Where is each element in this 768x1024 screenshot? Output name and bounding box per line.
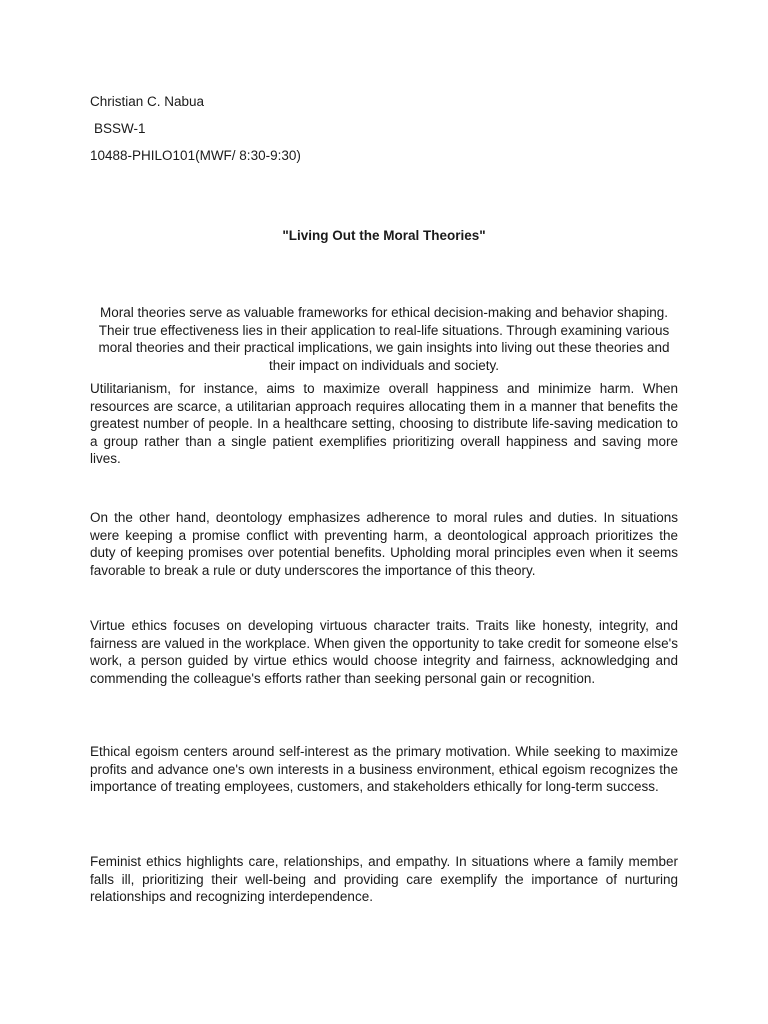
paragraph-ethical-egoism: Ethical egoism centers around self-interest as the primary motivation. While seeking to maximize profits and advance one's own interests in a business environment, ethical egoism recognizes the importance of treating employees, customers, and stakeholders ethically for long-term success. — [90, 744, 678, 795]
paragraph-virtue-ethics: Virtue ethics focuses on developing virtuous character traits. Traits like honesty, integrity, and fairness are valued in the workplace. When given the opportunity to take credit for someone else's work, a person guided by virtue ethics would choose integrity and fairness, acknowledging and commending the colleague's efforts rather than seeking personal gain or recognition. — [90, 618, 678, 686]
paragraph-introduction: Moral theories serve as valuable frameworks for ethical decision-making and behavior shaping. Their true effectiveness lies in their application to real-life situations. Through examining various moral theories and their practical implications, we gain insights into living out these theories and their impact on individuals and society. — [98, 305, 670, 373]
paragraph-deontology: On the other hand, deontology emphasizes adherence to moral rules and duties. In situations were keeping a promise conflict with preventing harm, a deontological approach prioritizes the duty of keeping promises over potential benefits. Upholding moral principles even when it seems favorable to break a rule or duty underscores the importance of this theory. — [90, 510, 678, 578]
course-code: BSSW-1 — [94, 121, 146, 136]
paragraph-utilitarianism: Utilitarianism, for instance, aims to maximize overall happiness and minimize harm. When resources are scarce, a utilitarian approach requires allocating them in a manner that benefits the greatest number of people. In a healthcare setting, choosing to distribute life-saving medication to a group rather than a single patient exemplifies prioritizing overall happiness and saving more lives. — [90, 381, 678, 467]
class-section: 10488-PHILO101(MWF/ 8:30-9:30) — [90, 148, 301, 163]
paragraph-feminist-ethics: Feminist ethics highlights care, relationships, and empathy. In situations where a family member falls ill, prioritizing their well-being and providing care exemplify the importance of nurturing relationships and recognizing interdependence. — [90, 854, 678, 905]
document-title: "Living Out the Moral Theories" — [282, 228, 486, 243]
author-name: Christian C. Nabua — [90, 94, 205, 109]
